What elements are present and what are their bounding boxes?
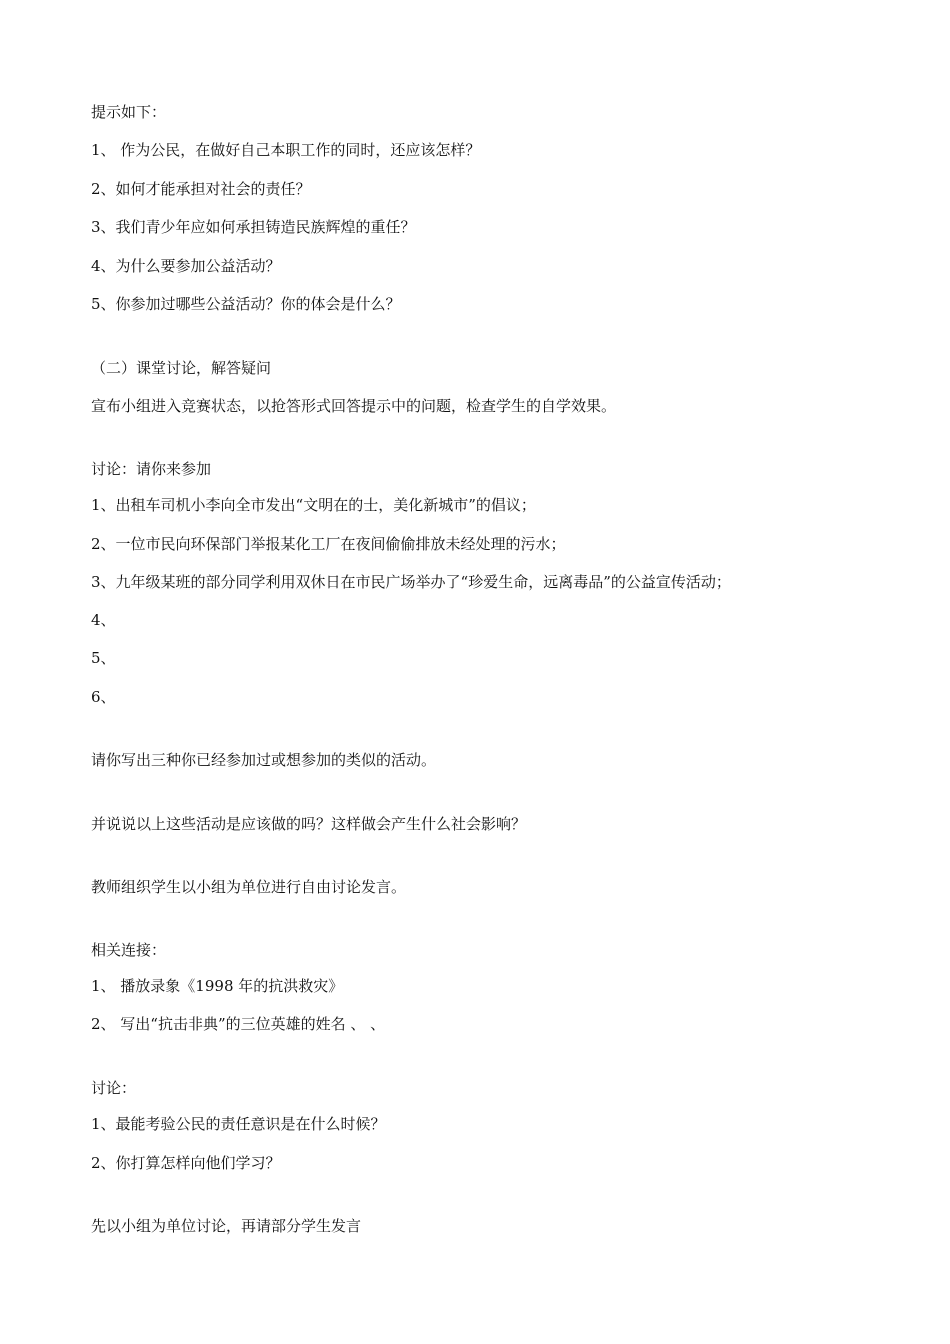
- discussion1-item-5: 5、: [91, 649, 116, 667]
- discussion1-item-4: 4、: [91, 611, 116, 629]
- classroom-heading: （二）课堂讨论，解答疑问: [91, 359, 272, 377]
- closing-text: 先以小组为单位讨论，再请部分学生发言: [91, 1217, 362, 1235]
- prompt-impact: 并说说以上这些活动是应该做的吗？这样做会产生什么社会影响？: [91, 815, 527, 833]
- discussion1-item-2: 2、一位市民向环保部门举报某化工厂在夜间偷偷排放未经处理的污水；: [91, 535, 566, 553]
- classroom-text: 宣布小组进入竞赛状态，以抢答形式回答提示中的问题，检查学生的自学效果。: [91, 397, 617, 415]
- hint-item-4: 4、为什么要参加公益活动？: [91, 257, 281, 275]
- link-item-1: 1、 播放录象《1998 年的抗洪救灾》: [91, 977, 344, 995]
- discussion1-item-1: 1、出租车司机小李向全市发出“文明在的士，美化新城市”的倡议；: [91, 496, 536, 514]
- hint-item-2: 2、如何才能承担对社会的责任？: [91, 180, 311, 198]
- discussion1-item-6: 6、: [91, 688, 116, 706]
- discussion2-heading: 讨论：: [91, 1079, 137, 1097]
- hints-heading: 提示如下：: [91, 103, 167, 121]
- prompt-group-discussion: 教师组织学生以小组为单位进行自由讨论发言。: [91, 878, 407, 896]
- prompt-activities: 请你写出三种你已经参加过或想参加的类似的活动。: [91, 751, 437, 769]
- hint-item-1: 1、 作为公民，在做好自己本职工作的同时，还应该怎样？: [91, 141, 481, 159]
- hint-item-5: 5、你参加过哪些公益活动？你的体会是什么？: [91, 295, 401, 313]
- hint-item-3: 3、我们青少年应如何承担铸造民族辉煌的重任？: [91, 218, 416, 236]
- link-item-2: 2、 写出“抗击非典”的三位英雄的姓名 、 、: [91, 1015, 386, 1033]
- links-heading: 相关连接：: [91, 941, 167, 959]
- discussion2-item-2: 2、你打算怎样向他们学习？: [91, 1154, 281, 1172]
- discussion1-heading: 讨论：请你来参加: [91, 460, 212, 478]
- discussion1-item-3: 3、九年级某班的部分同学利用双休日在市民广场举办了“珍爱生命，远离毒品”的公益宣传活动；: [91, 573, 731, 591]
- discussion2-item-1: 1、最能考验公民的责任意识是在什么时候？: [91, 1115, 386, 1133]
